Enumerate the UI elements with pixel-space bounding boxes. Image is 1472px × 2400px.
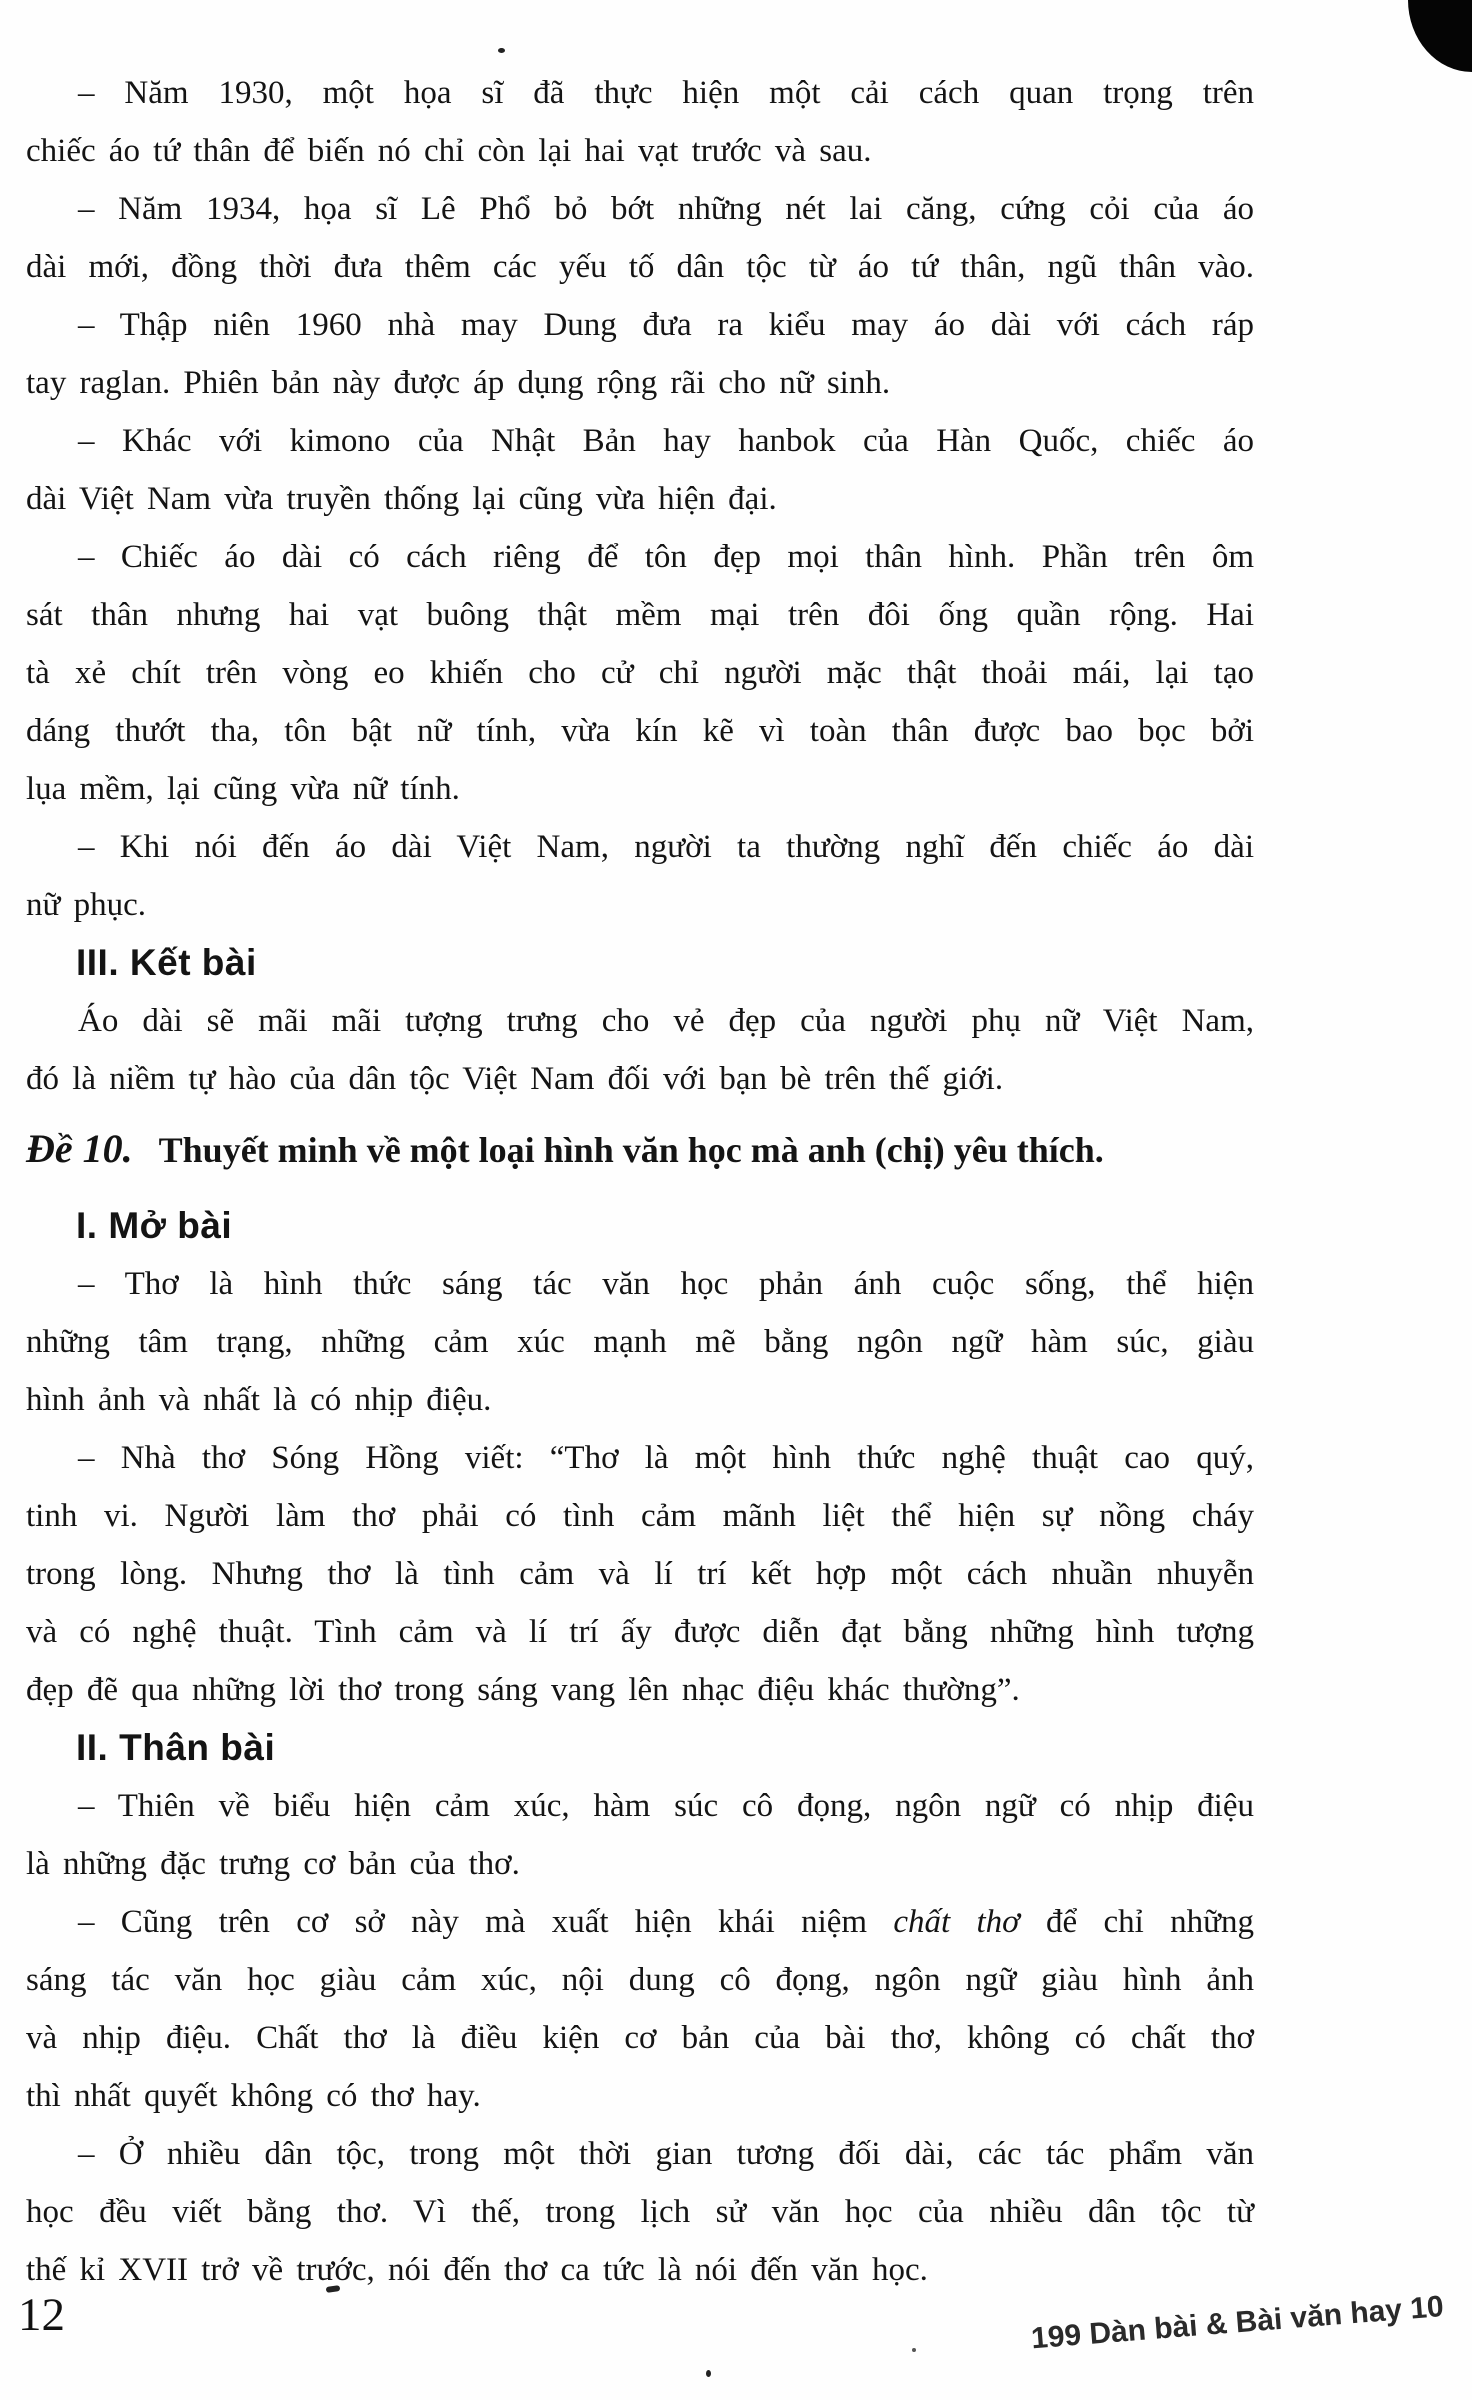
page-number: 12 <box>18 2289 65 2341</box>
italic-term: chất thơ <box>893 1904 1020 1940</box>
body-line: sát thân nhưng hai vạt buông thật mềm mại trên đôi ống quần rộng. Hai <box>26 597 1254 633</box>
body-text: để chỉ những <box>1019 1904 1254 1940</box>
body-line: dài mới, đồng thời đưa thêm các yếu tố dân tộc từ áo tứ thân, ngũ thân vào. <box>26 249 1254 285</box>
body-line: – Chiếc áo dài có cách riêng để tôn đẹp mọi thân hình. Phần trên ôm <box>78 539 1254 575</box>
body-line: học đều viết bằng thơ. Vì thế, trong lịch sử văn học của nhiều dân tộc từ <box>26 2194 1254 2230</box>
body-line: tà xẻ chít trên vòng eo khiến cho cử chỉ người mặc thật thoải mái, lại tạo <box>26 655 1254 691</box>
body-line: sáng tác văn học giàu cảm xúc, nội dung cô đọng, ngôn ngữ giàu hình ảnh <box>26 1962 1254 1998</box>
body-line: dài Việt Nam vừa truyền thống lại cũng vừa hiện đại. <box>26 481 777 517</box>
body-line: những tâm trạng, những cảm xúc mạnh mẽ bằng ngôn ngữ hàm súc, giàu <box>26 1324 1254 1360</box>
body-line: – Ở nhiều dân tộc, trong một thời gian tương đối dài, các tác phẩm văn <box>78 2136 1254 2172</box>
body-line: – Khi nói đến áo dài Việt Nam, người ta thường nghĩ đến chiếc áo dài <box>78 829 1254 865</box>
body-text: – Cũng trên cơ sở này mà xuất hiện khái niệm <box>78 1904 894 1940</box>
topic-title: Thuyết minh về một loại hình văn học mà anh (chị) yêu thích. <box>158 1130 1104 1170</box>
body-line: tinh vi. Người làm thơ phải có tình cảm mãnh liệt thể hiện sự nồng cháy <box>26 1498 1254 1534</box>
body-line: lụa mềm, lại cũng vừa nữ tính. <box>26 771 460 807</box>
body-line: – Thơ là hình thức sáng tác văn học phản ánh cuộc sống, thể hiện <box>78 1266 1254 1302</box>
heading-ket-bai: III. Kết bài <box>76 942 257 983</box>
body-line: – Thập niên 1960 nhà may Dung đưa ra kiểu may áo dài với cách ráp <box>78 307 1254 343</box>
body-line: là những đặc trưng cơ bản của thơ. <box>26 1846 520 1882</box>
body-line: nữ phục. <box>26 887 146 923</box>
body-line: dáng thướt tha, tôn bật nữ tính, vừa kín kẽ vì toàn thân được bao bọc bởi <box>26 713 1254 749</box>
body-line: thì nhất quyết không có thơ hay. <box>26 2078 481 2114</box>
book-series-title: 199 Dàn bài & Bài văn hay 10 <box>1030 2290 1446 2356</box>
body-line: trong lòng. Nhưng thơ là tình cảm và lí trí kết hợp một cách nhuần nhuyễn <box>26 1556 1254 1592</box>
body-line: – Năm 1930, một họa sĩ đã thực hiện một cải cách quan trọng trên <box>78 75 1254 111</box>
body-line: đó là niềm tự hào của dân tộc Việt Nam đối với bạn bè trên thế giới. <box>26 1061 1004 1097</box>
body-line: tay raglan. Phiên bản này được áp dụng rộng rãi cho nữ sinh. <box>26 365 891 401</box>
body-line: hình ảnh và nhất là có nhịp điệu. <box>26 1382 492 1418</box>
scan-corner-artifact <box>1408 0 1472 72</box>
topic-heading-de-10 <box>26 1118 1254 1189</box>
scan-speck <box>706 2370 711 2377</box>
body-line: – Khác với kimono của Nhật Bản hay hanbok của Hàn Quốc, chiếc áo <box>78 423 1254 459</box>
body-line: đẹp đẽ qua những lời thơ trong sáng vang lên nhạc điệu khác thường”. <box>26 1672 1020 1708</box>
topic-number: Đề 10. <box>26 1126 133 1171</box>
body-line-with-italic <box>26 1893 1254 1951</box>
body-line: thế kỉ XVII trở về trước, nói đến thơ ca tức là nói đến văn học. <box>26 2252 928 2288</box>
body-line: – Thiên về biểu hiện cảm xúc, hàm súc cô đọng, ngôn ngữ có nhịp điệu <box>78 1788 1254 1824</box>
body-line: và có nghệ thuật. Tình cảm và lí trí ấy được diễn đạt bằng những hình tượng <box>26 1614 1254 1650</box>
heading-mo-bai: I. Mở bài <box>76 1205 233 1246</box>
body-line: Áo dài sẽ mãi mãi tượng trưng cho vẻ đẹp của người phụ nữ Việt Nam, <box>78 1003 1254 1039</box>
body-line: chiếc áo tứ thân để biến nó chỉ còn lại hai vạt trước và sau. <box>26 133 872 169</box>
body-line: và nhịp điệu. Chất thơ là điều kiện cơ bản của bài thơ, không có chất thơ <box>26 2020 1254 2056</box>
scan-speck <box>498 48 505 53</box>
page-body <box>26 64 1254 2299</box>
scan-speck <box>912 2348 916 2352</box>
body-line: – Nhà thơ Sóng Hồng viết: “Thơ là một hình thức nghệ thuật cao quý, <box>78 1440 1254 1476</box>
body-line: – Năm 1934, họa sĩ Lê Phổ bỏ bớt những nét lai căng, cứng cỏi của áo <box>78 191 1254 227</box>
heading-than-bai: II. Thân bài <box>76 1727 276 1768</box>
